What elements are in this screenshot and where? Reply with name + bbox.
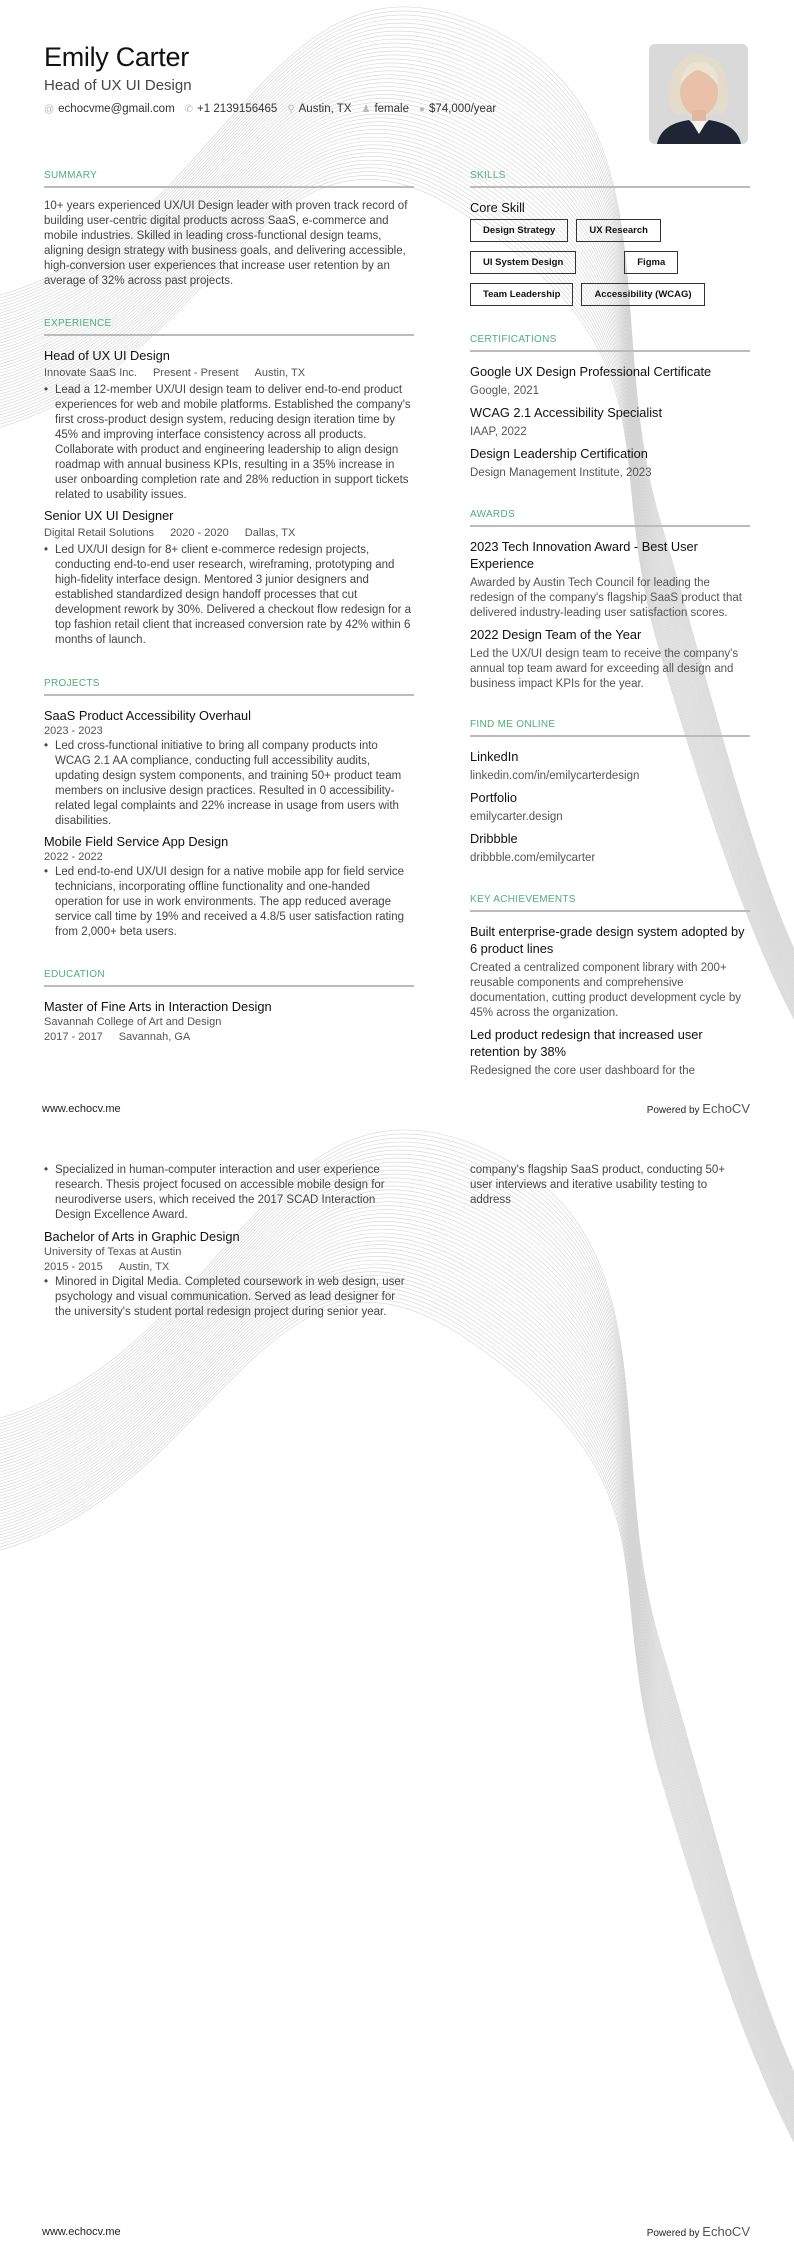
location-icon: ⚲ [287, 104, 295, 115]
dates: 2022 - 2022 [44, 851, 103, 863]
projects-section [44, 678, 414, 944]
company: Innovate SaaS Inc. [44, 367, 137, 379]
skill-tag: Figma [624, 251, 678, 274]
summary-section [44, 170, 414, 289]
wave-line [0, 1268, 794, 2176]
project-description: Led cross-functional initiative to bring all company products into WCAG 2.1 AA compliance, conducting full accessibility audits, updating design system components, and training 50+ product team members on inclusive design practices. Resulted in 0 accessibility-related legal complaints and 22% increase in usage from users with disabilities. [55, 740, 402, 827]
skill-tag: UX Research [576, 219, 661, 242]
bullet-icon: • [44, 866, 49, 878]
wave-line [0, 1298, 794, 2187]
wave-line [0, 1198, 794, 2149]
summary-text: 10+ years experienced UX/UI Design leader with proven track record of building user-centric digital products across SaaS, e-commerce and mobile industries. Skilled in leading cross-functional design teams, aligning design strategy with business goals, and delivering accessible, high-conversion user experiences that increase user retention by an average of 32% across past projects. [44, 200, 408, 287]
school: Savannah College of Art and Design [44, 1016, 222, 1028]
skill-tag: UI System Design [470, 251, 576, 274]
bullet-icon: • [44, 544, 49, 556]
cert-detail: Design Management Institute, 2023 [470, 467, 652, 479]
achievement-name: Led product redesign that increased user retention by 38% [470, 1027, 703, 1059]
project-item [44, 833, 414, 940]
section-heading: AWARDS [470, 509, 750, 527]
brand-logo: EchoCV [702, 1101, 750, 1116]
link-name: Dribbble [470, 831, 518, 846]
online-section [470, 719, 750, 871]
footer-powered-by[interactable]: Powered by EchoCV [646, 2224, 750, 2239]
job-role: Head of UX UI Design [44, 348, 170, 363]
wave-line [0, 1186, 794, 2144]
candidate-title: Head of UX UI Design [44, 77, 192, 94]
wave-line [0, 1225, 794, 2159]
brand-logo: EchoCV [702, 2224, 750, 2239]
degree: Master of Fine Arts in Interaction Design [44, 999, 272, 1014]
award-detail: Led the UX/UI design team to receive the company's annual top team award for exceeding all design and business impact KPIs for the year. [470, 648, 739, 690]
footer-site-link[interactable]: www.echocv.me [42, 2226, 121, 2238]
contact-email[interactable]: @ echocvme@gmail.com [44, 103, 175, 115]
degree: Bachelor of Arts in Graphic Design [44, 1229, 240, 1244]
link-url[interactable]: emilycarter.design [470, 811, 563, 823]
achievements-section [470, 894, 750, 1084]
contact-phone[interactable]: ✆ +1 2139156465 [184, 103, 278, 115]
project-name: SaaS Product Accessibility Overhaul [44, 708, 251, 723]
wave-line [0, 1178, 794, 2141]
award-detail: Awarded by Austin Tech Council for leading the redesign of the company's flagship SaaS product that delivered industry-leading user satisfaction scores. [470, 577, 742, 619]
contact-bar [44, 103, 496, 115]
education-section [44, 969, 414, 1045]
wave-line [0, 1194, 794, 2147]
link-url[interactable]: dribbble.com/emilycarter [470, 852, 596, 864]
achievement-name: Built enterprise-grade design system adopted by 6 product lines [470, 924, 745, 956]
section-heading: EDUCATION [44, 969, 414, 987]
wave-line [0, 1221, 794, 2157]
dates: 2020 - 2020 [170, 527, 229, 539]
candidate-name: Emily Carter [44, 42, 189, 72]
section-heading: SUMMARY [44, 170, 414, 188]
achievement-detail: Redesigned the core user dashboard for the [470, 1065, 696, 1077]
project-item [44, 707, 414, 829]
profile-photo [649, 44, 748, 144]
footer-site-link[interactable]: www.echocv.me [42, 1103, 121, 1115]
footer-powered-by[interactable]: Powered by EchoCV [646, 1101, 750, 1116]
company: Digital Retail Solutions [44, 527, 155, 539]
wave-line [0, 1190, 794, 2146]
section-heading: CERTIFICATIONS [470, 334, 750, 352]
experience-section [44, 318, 414, 652]
person-icon: ♟ [361, 104, 371, 115]
award-name: 2022 Design Team of the Year [470, 627, 642, 642]
contact-salary: ● $74,000/year [418, 103, 497, 115]
skill-tag: Accessibility (WCAG) [581, 283, 704, 306]
bullet-icon: • [44, 1276, 49, 1288]
location: Austin, TX [254, 367, 306, 379]
education-description: Specialized in human-computer interaction and user experience research. Thesis project focused on accessible mobile design for neurodiverse users, which received the 2017 SCAD Interaction Design Excellence Award. [55, 1164, 385, 1221]
bullet-icon: • [44, 740, 49, 752]
cert-name: WCAG 2.1 Accessibility Specialist [470, 405, 663, 420]
link-name: Portfolio [470, 790, 517, 805]
job-description: Lead a 12-member UX/UI design team to deliver end-to-end product experiences for web and mobile platforms. Established the company's first cross-product design system, reducing design iteration time by 45% and improving interface consistency across all products. Collaborate with product and engineering leadership to align design roadmap with annual business KPIs, resulting in a 35% increase in user onboarding completion rate and 28% reduction in support tickets related to usability issues. [55, 384, 411, 501]
phone-icon: ✆ [184, 104, 194, 115]
section-heading: KEY ACHIEVEMENTS [470, 894, 750, 912]
link-url[interactable]: linkedin.com/in/emilycarterdesign [470, 770, 640, 782]
dates: Present - Present [152, 367, 239, 379]
certifications-section [470, 334, 750, 486]
experience-item [44, 347, 414, 503]
achievements-continued [470, 1163, 750, 1208]
wave-line [0, 1210, 794, 2153]
wave-line [0, 1229, 794, 2160]
education-description: Minored in Digital Media. Completed coursework in web design, user psychology and visual communication. Served as lead designer for the university's student portal redesign project during senior year. [55, 1276, 405, 1318]
bullet-icon: • [44, 384, 49, 396]
project-name: Mobile Field Service App Design [44, 834, 229, 849]
cert-name: Google UX Design Professional Certificate [470, 364, 712, 379]
job-role: Senior UX UI Designer [44, 508, 174, 523]
dates: 2023 - 2023 [44, 725, 103, 737]
wave-line [0, 1217, 794, 2156]
cert-detail: IAAP, 2022 [470, 426, 527, 438]
achievement-detail: company's flagship SaaS product, conducting 50+ user interviews and iterative usability testing to address [470, 1164, 726, 1206]
experience-item [44, 507, 414, 648]
section-heading: EXPERIENCE [44, 318, 414, 336]
wave-line [0, 1302, 794, 2189]
project-description: Led end-to-end UX/UI design for a native mobile app for field service technicians, incorporating offline functionality and one-handed operation for use in work environments. The app reduced average service call time by 19% and received a 4.8/5 user satisfaction rating from 2,000+ beta users. [55, 866, 405, 938]
skills-section [470, 170, 750, 306]
achievement-detail: Created a centralized component library with 200+ reusable components and comprehensive documentation, cutting product development cycle by 45% across the organization. [470, 962, 742, 1019]
contact-location: ⚲ Austin, TX [287, 103, 352, 115]
skill-tag: Team Leadership [470, 283, 573, 306]
link-name: LinkedIn [470, 749, 519, 764]
resume-page-2 [0, 1123, 794, 2246]
section-heading: SKILLS [470, 170, 750, 188]
education-section-continued [44, 1163, 414, 1320]
location: Austin, TX [118, 1261, 170, 1273]
award-name: 2023 Tech Innovation Award - Best User Experience [470, 539, 698, 571]
at-icon: @ [44, 104, 55, 115]
dollar-icon: ● [418, 104, 426, 115]
job-description: Led UX/UI design for 8+ client e-commerce redesign projects, conducting end-to-end user research, wireframing, prototyping and high-fidelity interface design. Mentored 3 junior designers and established standardized design handoff processes that cut development rework by 30%. Delivered a checkout flow redesign for a top fashion retail client that increased conversion rate by 42% within 6 months of launch. [55, 544, 412, 646]
location: Savannah, GA [118, 1031, 191, 1043]
contact-gender: ♟ female [361, 103, 409, 115]
dates: 2017 - 2017 [44, 1031, 103, 1043]
wave-line [0, 1206, 794, 2152]
bullet-icon: • [44, 1164, 49, 1176]
skill-tag: Design Strategy [470, 219, 568, 242]
wave-line [0, 1182, 794, 2143]
section-heading: PROJECTS [44, 678, 414, 696]
location: Dallas, TX [244, 527, 296, 539]
wave-line [0, 1264, 794, 2174]
school: University of Texas at Austin [44, 1246, 182, 1258]
awards-section [470, 509, 750, 697]
cert-name: Design Leadership Certification [470, 446, 648, 461]
dates: 2015 - 2015 [44, 1261, 103, 1273]
section-heading: FIND ME ONLINE [470, 719, 750, 737]
cert-detail: Google, 2021 [470, 385, 540, 397]
wave-line [0, 1202, 794, 2150]
skill-group: Core Skill [470, 200, 525, 215]
